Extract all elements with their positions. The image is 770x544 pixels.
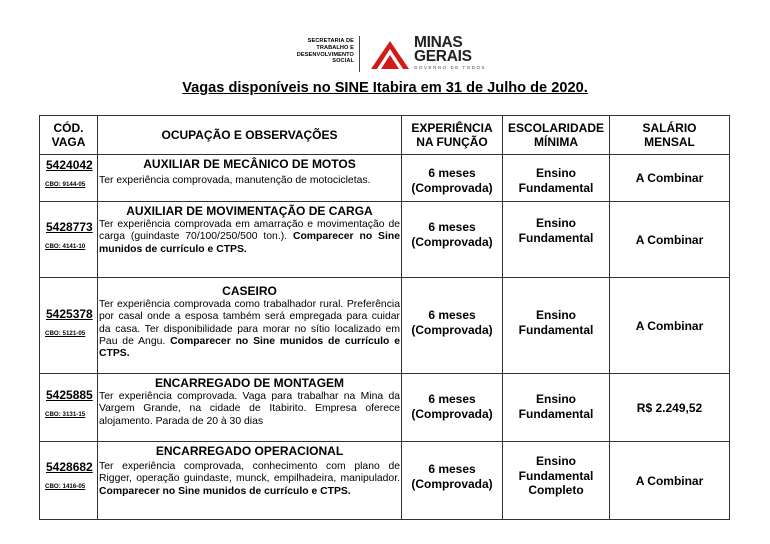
table-row: [40, 442, 730, 520]
salary-cell: A Combinar: [610, 202, 730, 278]
occupation-cell: [98, 278, 402, 374]
vacancy-code: 5425378: [46, 307, 93, 321]
logo-subtitle: GOVERNO DE TODOS: [414, 65, 487, 70]
occupation-cell: [98, 374, 402, 442]
vacancy-code: 5425885: [46, 388, 93, 402]
table-row: [40, 278, 730, 374]
header-experience: EXPERIÊNCIA NA FUNÇÃO: [402, 116, 503, 155]
education-cell: Ensino Fundamental Completo: [503, 442, 610, 520]
jobs-table: [39, 115, 730, 520]
header-code: CÓD. VAGA: [40, 116, 98, 155]
header-occupation: OCUPAÇÃO E OBSERVAÇÕES: [98, 116, 402, 155]
occupation-title: CASEIRO: [222, 284, 277, 298]
secretaria-text: SECRETARIA DE TRABALHO E DESENVOLVIMENTO SOCIAL: [296, 38, 354, 65]
code-cell: [40, 278, 98, 374]
experience-cell: 6 meses (Comprovada): [402, 374, 503, 442]
page-header: [0, 34, 770, 74]
occupation-title: AUXILIAR DE MECÂNICO DE MOTOS: [143, 157, 356, 171]
table-row: [40, 202, 730, 278]
education-cell: Ensino Fundamental: [503, 278, 610, 374]
table-row: [40, 155, 730, 202]
page-title: Vagas disponíveis no SINE Itabira em 31 de Julho de 2020.: [182, 80, 588, 96]
vacancy-code: 5424042: [46, 158, 93, 172]
header-education: ESCOLARIDADE MÍNIMA: [503, 116, 610, 155]
code-cell: [40, 155, 98, 202]
education-cell: Ensino Fundamental: [503, 374, 610, 442]
table-row: [40, 374, 730, 442]
occupation-title: AUXILIAR DE MOVIMENTAÇÃO DE CARGA: [126, 204, 373, 218]
salary-cell: R$ 2.249,52: [610, 374, 730, 442]
occupation-title: ENCARREGADO OPERACIONAL: [155, 444, 344, 458]
education-cell: Ensino Fundamental: [503, 155, 610, 202]
experience-cell: 6 meses (Comprovada): [402, 155, 503, 202]
logo-wordmark: MINAS GERAIS: [414, 34, 472, 65]
experience-cell: 6 meses (Comprovada): [402, 442, 503, 520]
occupation-description: Ter experiência comprovada. Vaga para trabalhar na Mina da Vargem Grande, na cidade de Itabirito. Empresa oferece alojamento. Parada de 20 à 30 dias: [99, 391, 400, 427]
occupation-cell: [98, 442, 402, 520]
cbo-code: CBO: 4141-10: [45, 243, 86, 250]
triangle-logo-icon: [370, 40, 410, 70]
vacancy-code: 5428773: [46, 220, 93, 234]
occupation-description: Ter experiência comprovada, manutenção de motocicletas.: [99, 175, 371, 186]
experience-cell: 6 meses (Comprovada): [402, 278, 503, 374]
cbo-code: CBO: 5121-05: [45, 330, 86, 337]
code-cell: [40, 202, 98, 278]
cbo-code: CBO: 1416-05: [45, 483, 86, 490]
experience-cell: 6 meses (Comprovada): [402, 202, 503, 278]
occupation-description: Ter experiência comprovada como trabalhador rural. Preferência por casal onde a esposa também será empregada para cuidar da casa. Ter disponibilidade para morar no sítio localizado em Pau de Angu. Comparecer no Sine munidos de currículo e CTPS.: [99, 299, 400, 360]
occupation-cell: [98, 155, 402, 202]
occupation-description: Ter experiência comprovada, conhecimento com plano de Rigger, operação guindaste, munck, empilhadeira, manipulador. Comparecer no Sine munidos de currículo e CTPS.: [99, 461, 400, 497]
cbo-code: CBO: 9144-05: [45, 181, 86, 188]
salary-cell: A Combinar: [610, 278, 730, 374]
occupation-description: Ter experiência comprovada em amarração e movimentação de carga (guindaste 70/100/250/500 ton.). Comparecer no Sine munidos de currículo e CTPS.: [99, 219, 400, 255]
cbo-code: CBO: 3131-15: [45, 411, 86, 418]
occupation-cell: [98, 202, 402, 278]
header-salary: SALÁRIO MENSAL: [610, 116, 730, 155]
salary-cell: A Combinar: [610, 155, 730, 202]
vacancy-code: 5428682: [46, 460, 93, 474]
code-cell: [40, 442, 98, 520]
education-cell: Ensino Fundamental: [503, 202, 610, 278]
header-divider: [359, 36, 360, 72]
code-cell: [40, 374, 98, 442]
occupation-title: ENCARREGADO DE MONTAGEM: [154, 376, 345, 390]
table-header-row: [40, 116, 730, 155]
salary-cell: A Combinar: [610, 442, 730, 520]
